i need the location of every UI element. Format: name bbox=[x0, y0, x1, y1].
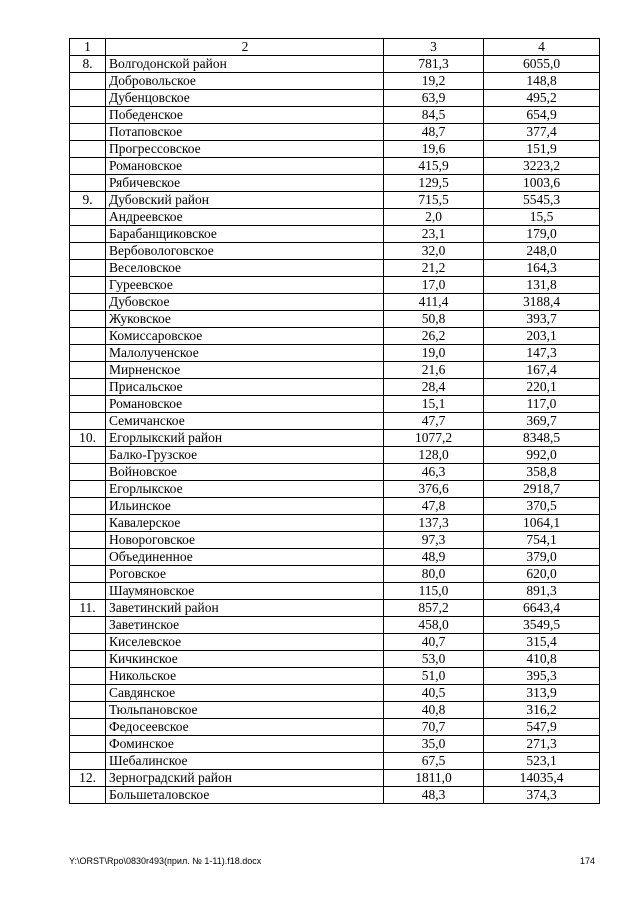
value-col3-cell: 50,8 bbox=[384, 311, 484, 328]
name-cell: Присальское bbox=[106, 379, 384, 396]
row-number-cell bbox=[70, 90, 106, 107]
value-col4-cell: 620,0 bbox=[484, 566, 600, 583]
name-cell: Прогрессовское bbox=[106, 141, 384, 158]
value-col4-cell: 369,7 bbox=[484, 413, 600, 430]
value-col3-cell: 19,2 bbox=[384, 73, 484, 90]
name-cell: Победенское bbox=[106, 107, 384, 124]
table-row bbox=[70, 685, 600, 702]
table-row bbox=[70, 345, 600, 362]
table-row bbox=[70, 430, 600, 447]
value-col3-cell: 48,9 bbox=[384, 549, 484, 566]
table-row bbox=[70, 566, 600, 583]
name-cell: Егорлыкский район bbox=[106, 430, 384, 447]
value-col4-cell: 992,0 bbox=[484, 447, 600, 464]
row-number-cell bbox=[70, 702, 106, 719]
row-number-cell bbox=[70, 141, 106, 158]
name-cell: Шаумяновское bbox=[106, 583, 384, 600]
value-col3-cell: 67,5 bbox=[384, 753, 484, 770]
row-number-cell bbox=[70, 362, 106, 379]
name-cell: Ильинское bbox=[106, 498, 384, 515]
table-row bbox=[70, 90, 600, 107]
value-col3-cell: 376,6 bbox=[384, 481, 484, 498]
table-row bbox=[70, 158, 600, 175]
value-col3-cell: 32,0 bbox=[384, 243, 484, 260]
value-col3-cell: 47,8 bbox=[384, 498, 484, 515]
name-cell: Романовское bbox=[106, 158, 384, 175]
name-cell: Добровольское bbox=[106, 73, 384, 90]
name-cell: Тюльпановское bbox=[106, 702, 384, 719]
row-number-cell bbox=[70, 447, 106, 464]
table-row bbox=[70, 124, 600, 141]
row-number-cell: 12. bbox=[70, 770, 106, 787]
name-cell: Большеталовское bbox=[106, 787, 384, 804]
value-col4-cell: 220,1 bbox=[484, 379, 600, 396]
row-number-cell bbox=[70, 481, 106, 498]
row-number-cell bbox=[70, 328, 106, 345]
name-cell: Объединенное bbox=[106, 549, 384, 566]
value-col4-cell: 1064,1 bbox=[484, 515, 600, 532]
row-number-cell: 11. bbox=[70, 600, 106, 617]
value-col4-cell: 316,2 bbox=[484, 702, 600, 719]
name-cell: Потаповское bbox=[106, 124, 384, 141]
row-number-cell bbox=[70, 515, 106, 532]
table-row bbox=[70, 141, 600, 158]
table-row bbox=[70, 719, 600, 736]
table-row bbox=[70, 617, 600, 634]
value-col4-cell: 547,9 bbox=[484, 719, 600, 736]
table-row bbox=[70, 294, 600, 311]
row-number-cell bbox=[70, 345, 106, 362]
value-col4-cell: 271,3 bbox=[484, 736, 600, 753]
row-number-cell bbox=[70, 226, 106, 243]
value-col4-cell: 1003,6 bbox=[484, 175, 600, 192]
table-row bbox=[70, 73, 600, 90]
name-cell: Егорлыкское bbox=[106, 481, 384, 498]
table-row bbox=[70, 464, 600, 481]
footer-page-number: 174 bbox=[580, 856, 596, 866]
table-header-row bbox=[70, 39, 600, 56]
name-cell: Семичанское bbox=[106, 413, 384, 430]
row-number-cell bbox=[70, 464, 106, 481]
row-number-cell bbox=[70, 634, 106, 651]
header-cell-3: 3 bbox=[384, 39, 484, 56]
value-col4-cell: 379,0 bbox=[484, 549, 600, 566]
value-col4-cell: 891,3 bbox=[484, 583, 600, 600]
row-number-cell bbox=[70, 787, 106, 804]
value-col4-cell: 6055,0 bbox=[484, 56, 600, 73]
row-number-cell bbox=[70, 651, 106, 668]
name-cell: Волгодонской район bbox=[106, 56, 384, 73]
value-col4-cell: 754,1 bbox=[484, 532, 600, 549]
value-col3-cell: 857,2 bbox=[384, 600, 484, 617]
name-cell: Савдянское bbox=[106, 685, 384, 702]
value-col4-cell: 179,0 bbox=[484, 226, 600, 243]
value-col3-cell: 48,7 bbox=[384, 124, 484, 141]
row-number-cell bbox=[70, 124, 106, 141]
row-number-cell bbox=[70, 753, 106, 770]
value-col3-cell: 137,3 bbox=[384, 515, 484, 532]
name-cell: Киселевское bbox=[106, 634, 384, 651]
name-cell: Романовское bbox=[106, 396, 384, 413]
name-cell: Барабанщиковское bbox=[106, 226, 384, 243]
row-number-cell bbox=[70, 158, 106, 175]
table-row bbox=[70, 396, 600, 413]
value-col4-cell: 164,3 bbox=[484, 260, 600, 277]
value-col3-cell: 51,0 bbox=[384, 668, 484, 685]
table-row bbox=[70, 311, 600, 328]
value-col4-cell: 15,5 bbox=[484, 209, 600, 226]
table-row bbox=[70, 192, 600, 209]
table-row bbox=[70, 736, 600, 753]
value-col3-cell: 715,5 bbox=[384, 192, 484, 209]
name-cell: Заветинское bbox=[106, 617, 384, 634]
name-cell: Кавалерское bbox=[106, 515, 384, 532]
table-row bbox=[70, 498, 600, 515]
value-col3-cell: 458,0 bbox=[384, 617, 484, 634]
value-col3-cell: 415,9 bbox=[384, 158, 484, 175]
name-cell: Войновское bbox=[106, 464, 384, 481]
row-number-cell bbox=[70, 617, 106, 634]
value-col3-cell: 84,5 bbox=[384, 107, 484, 124]
name-cell: Вербовологовское bbox=[106, 243, 384, 260]
value-col4-cell: 3188,4 bbox=[484, 294, 600, 311]
table-row bbox=[70, 600, 600, 617]
table-row bbox=[70, 668, 600, 685]
table-row bbox=[70, 515, 600, 532]
value-col4-cell: 14035,4 bbox=[484, 770, 600, 787]
value-col3-cell: 48,3 bbox=[384, 787, 484, 804]
name-cell: Малолученское bbox=[106, 345, 384, 362]
row-number-cell bbox=[70, 396, 106, 413]
row-number-cell bbox=[70, 294, 106, 311]
name-cell: Рябичевское bbox=[106, 175, 384, 192]
name-cell: Федосеевское bbox=[106, 719, 384, 736]
header-cell-1: 1 bbox=[70, 39, 106, 56]
value-col3-cell: 15,1 bbox=[384, 396, 484, 413]
value-col3-cell: 40,7 bbox=[384, 634, 484, 651]
name-cell: Новороговское bbox=[106, 532, 384, 549]
name-cell: Дубовский район bbox=[106, 192, 384, 209]
value-col3-cell: 129,5 bbox=[384, 175, 484, 192]
row-number-cell bbox=[70, 73, 106, 90]
name-cell: Шебалинское bbox=[106, 753, 384, 770]
table-row bbox=[70, 379, 600, 396]
row-number-cell bbox=[70, 549, 106, 566]
value-col3-cell: 19,6 bbox=[384, 141, 484, 158]
value-col3-cell: 411,4 bbox=[384, 294, 484, 311]
name-cell: Дубовское bbox=[106, 294, 384, 311]
row-number-cell bbox=[70, 413, 106, 430]
table-row bbox=[70, 770, 600, 787]
table-row bbox=[70, 175, 600, 192]
value-col3-cell: 21,2 bbox=[384, 260, 484, 277]
value-col3-cell: 26,2 bbox=[384, 328, 484, 345]
value-col4-cell: 248,0 bbox=[484, 243, 600, 260]
table-row bbox=[70, 413, 600, 430]
table-row bbox=[70, 532, 600, 549]
value-col4-cell: 495,2 bbox=[484, 90, 600, 107]
value-col3-cell: 97,3 bbox=[384, 532, 484, 549]
value-col3-cell: 80,0 bbox=[384, 566, 484, 583]
value-col3-cell: 21,6 bbox=[384, 362, 484, 379]
value-col3-cell: 40,8 bbox=[384, 702, 484, 719]
name-cell: Балко-Грузское bbox=[106, 447, 384, 464]
table-row bbox=[70, 634, 600, 651]
row-number-cell bbox=[70, 736, 106, 753]
table-row bbox=[70, 243, 600, 260]
value-col4-cell: 3223,2 bbox=[484, 158, 600, 175]
value-col3-cell: 70,7 bbox=[384, 719, 484, 736]
table-row bbox=[70, 56, 600, 73]
value-col4-cell: 6643,4 bbox=[484, 600, 600, 617]
value-col4-cell: 410,8 bbox=[484, 651, 600, 668]
value-col4-cell: 358,8 bbox=[484, 464, 600, 481]
table-row bbox=[70, 447, 600, 464]
table-row bbox=[70, 226, 600, 243]
row-number-cell bbox=[70, 583, 106, 600]
header-cell-4: 4 bbox=[484, 39, 600, 56]
name-cell: Фоминское bbox=[106, 736, 384, 753]
value-col3-cell: 2,0 bbox=[384, 209, 484, 226]
row-number-cell bbox=[70, 719, 106, 736]
name-cell: Андреевское bbox=[106, 209, 384, 226]
value-col3-cell: 46,3 bbox=[384, 464, 484, 481]
value-col3-cell: 53,0 bbox=[384, 651, 484, 668]
name-cell: Дубенцовское bbox=[106, 90, 384, 107]
name-cell: Кичкинское bbox=[106, 651, 384, 668]
table-row bbox=[70, 651, 600, 668]
value-col4-cell: 654,9 bbox=[484, 107, 600, 124]
value-col3-cell: 47,7 bbox=[384, 413, 484, 430]
value-col3-cell: 1811,0 bbox=[384, 770, 484, 787]
table-row bbox=[70, 753, 600, 770]
row-number-cell bbox=[70, 532, 106, 549]
value-col4-cell: 3549,5 bbox=[484, 617, 600, 634]
name-cell: Мирненское bbox=[106, 362, 384, 379]
value-col3-cell: 115,0 bbox=[384, 583, 484, 600]
row-number-cell: 8. bbox=[70, 56, 106, 73]
row-number-cell bbox=[70, 260, 106, 277]
value-col4-cell: 395,3 bbox=[484, 668, 600, 685]
row-number-cell bbox=[70, 107, 106, 124]
footer-file-path: Y:\ORST\Rpo\0830r493(прил. № 1-11).f18.docx bbox=[69, 856, 262, 866]
header-cell-2: 2 bbox=[106, 39, 384, 56]
row-number-cell bbox=[70, 668, 106, 685]
value-col4-cell: 148,8 bbox=[484, 73, 600, 90]
row-number-cell: 10. bbox=[70, 430, 106, 447]
value-col3-cell: 17,0 bbox=[384, 277, 484, 294]
value-col4-cell: 117,0 bbox=[484, 396, 600, 413]
name-cell: Зерноградский район bbox=[106, 770, 384, 787]
value-col4-cell: 147,3 bbox=[484, 345, 600, 362]
row-number-cell bbox=[70, 277, 106, 294]
value-col4-cell: 370,5 bbox=[484, 498, 600, 515]
name-cell: Гуреевское bbox=[106, 277, 384, 294]
value-col3-cell: 40,5 bbox=[384, 685, 484, 702]
value-col4-cell: 313,9 bbox=[484, 685, 600, 702]
table-row bbox=[70, 549, 600, 566]
table-row bbox=[70, 583, 600, 600]
data-table bbox=[69, 38, 600, 804]
row-number-cell bbox=[70, 209, 106, 226]
value-col3-cell: 781,3 bbox=[384, 56, 484, 73]
value-col4-cell: 315,4 bbox=[484, 634, 600, 651]
name-cell: Никольское bbox=[106, 668, 384, 685]
value-col3-cell: 23,1 bbox=[384, 226, 484, 243]
value-col4-cell: 5545,3 bbox=[484, 192, 600, 209]
table-row bbox=[70, 277, 600, 294]
table-row bbox=[70, 787, 600, 804]
row-number-cell bbox=[70, 243, 106, 260]
name-cell: Комиссаровское bbox=[106, 328, 384, 345]
value-col4-cell: 377,4 bbox=[484, 124, 600, 141]
value-col4-cell: 167,4 bbox=[484, 362, 600, 379]
value-col3-cell: 63,9 bbox=[384, 90, 484, 107]
table-body bbox=[70, 39, 600, 804]
table-row bbox=[70, 328, 600, 345]
name-cell: Веселовское bbox=[106, 260, 384, 277]
value-col3-cell: 128,0 bbox=[384, 447, 484, 464]
name-cell: Роговское bbox=[106, 566, 384, 583]
row-number-cell bbox=[70, 379, 106, 396]
value-col4-cell: 374,3 bbox=[484, 787, 600, 804]
name-cell: Заветинский район bbox=[106, 600, 384, 617]
row-number-cell bbox=[70, 175, 106, 192]
row-number-cell: 9. bbox=[70, 192, 106, 209]
table-row bbox=[70, 209, 600, 226]
table-row bbox=[70, 481, 600, 498]
value-col3-cell: 35,0 bbox=[384, 736, 484, 753]
value-col4-cell: 203,1 bbox=[484, 328, 600, 345]
value-col3-cell: 19,0 bbox=[384, 345, 484, 362]
value-col3-cell: 28,4 bbox=[384, 379, 484, 396]
table-row bbox=[70, 107, 600, 124]
value-col3-cell: 1077,2 bbox=[384, 430, 484, 447]
value-col4-cell: 151,9 bbox=[484, 141, 600, 158]
value-col4-cell: 523,1 bbox=[484, 753, 600, 770]
name-cell: Жуковское bbox=[106, 311, 384, 328]
row-number-cell bbox=[70, 311, 106, 328]
table-row bbox=[70, 702, 600, 719]
value-col4-cell: 2918,7 bbox=[484, 481, 600, 498]
value-col4-cell: 393,7 bbox=[484, 311, 600, 328]
row-number-cell bbox=[70, 498, 106, 515]
row-number-cell bbox=[70, 685, 106, 702]
table-row bbox=[70, 260, 600, 277]
row-number-cell bbox=[70, 566, 106, 583]
value-col4-cell: 131,8 bbox=[484, 277, 600, 294]
table-row bbox=[70, 362, 600, 379]
value-col4-cell: 8348,5 bbox=[484, 430, 600, 447]
